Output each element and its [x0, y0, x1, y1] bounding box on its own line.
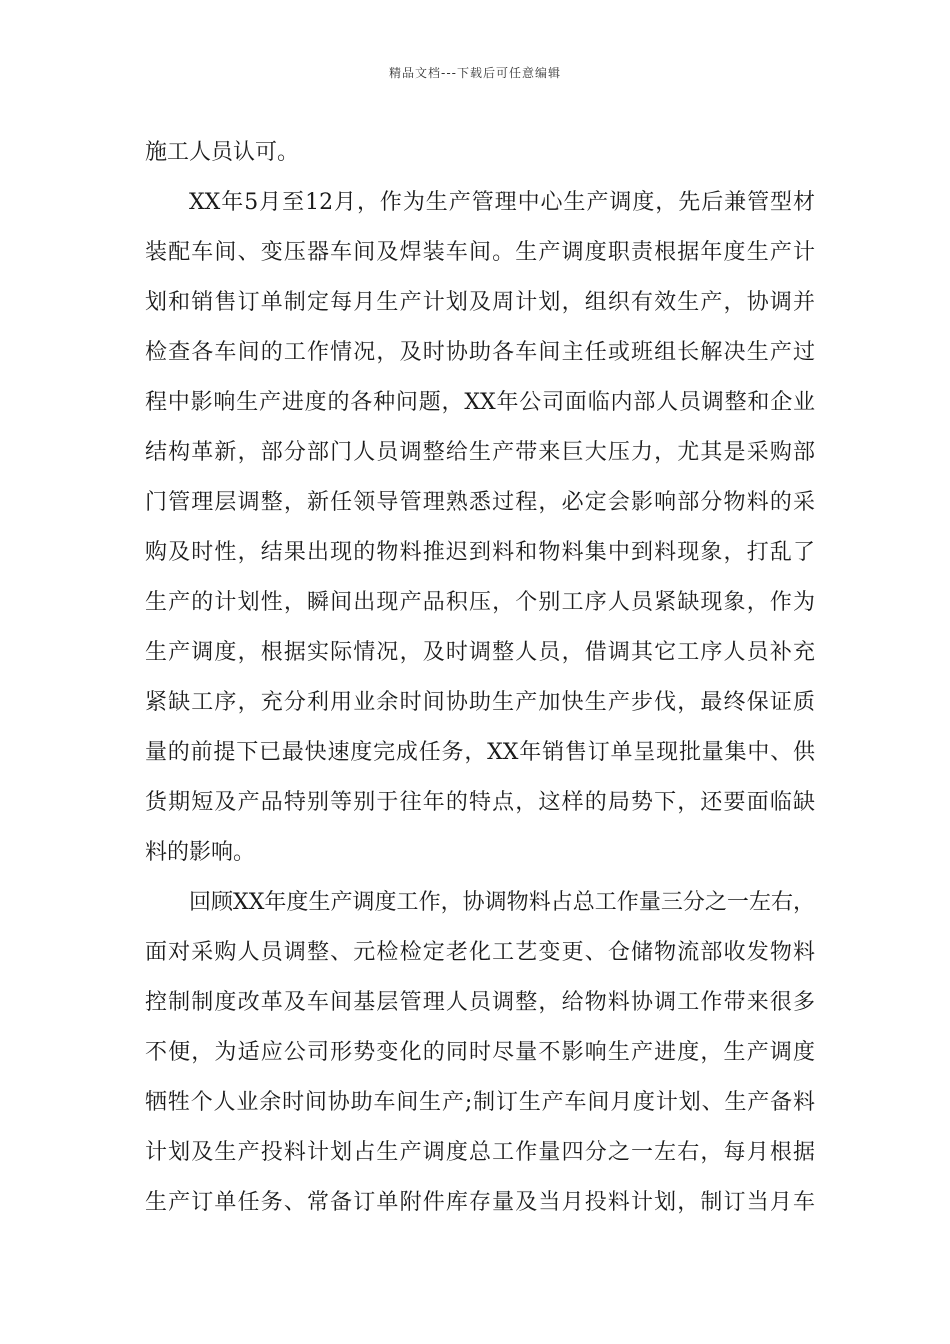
text-line: 生产调度，根据实际情况，及时调整人员，借调其它工序人员补充 [145, 640, 815, 665]
text-line: 料的影响。 [145, 840, 256, 865]
text-line: 生产的计划性，瞬间出现产品积压，个别工序人员紧缺现象，作为 [145, 590, 815, 615]
text-line: 门管理层调整，新任领导管理熟悉过程，必定会影响部分物料的采 [145, 490, 815, 515]
text-line: 货期短及产品特别等别于往年的特点，这样的局势下，还要面临缺 [145, 790, 815, 815]
text-line: 牺牲个人业余时间协助车间生产;制订生产车间月度计划、生产备料 [145, 1090, 815, 1115]
text-line: 紧缺工序，充分利用业余时间协助生产加快生产步伐，最终保证质 [145, 690, 815, 715]
text-line: 装配车间、变压器车间及焊装车间。生产调度职责根据年度生产计 [145, 240, 815, 265]
paragraph [145, 128, 815, 178]
text-line: 控制制度改革及车间基层管理人员调整，给物料协调工作带来很多 [145, 990, 815, 1015]
text-line: 面对采购人员调整、元检检定老化工艺变更、仓储物流部收发物料 [145, 940, 815, 965]
text-line: 计划及生产投料计划占生产调度总工作量四分之一左右，每月根据 [145, 1140, 815, 1165]
paragraph [145, 178, 815, 878]
paragraph [145, 878, 815, 1228]
document-body [145, 128, 815, 1228]
text-line: 回顾XX年度生产调度工作，协调物料占总工作量三分之一左右， [189, 890, 815, 915]
text-line: 生产订单任务、常备订单附件库存量及当月投料计划，制订当月车 [145, 1190, 815, 1215]
text-line: 检查各车间的工作情况，及时协助各车间主任或班组长解决生产过 [145, 340, 815, 365]
text-line: 量的前提下已最快速度完成任务，XX年销售订单呈现批量集中、供 [145, 740, 815, 765]
text-line: 划和销售订单制定每月生产计划及周计划，组织有效生产，协调并 [145, 290, 815, 315]
text-line: 施工人员认可。 [145, 140, 300, 165]
page-header: 精品文档---下载后可任意编辑 [389, 66, 561, 80]
text-line: 结构革新，部分部门人员调整给生产带来巨大压力，尤其是采购部 [145, 440, 815, 465]
text-line: XX年5月至12月，作为生产管理中心生产调度，先后兼管型材 [189, 190, 815, 215]
text-line: 购及时性，结果出现的物料推迟到料和物料集中到料现象，打乱了 [145, 540, 815, 565]
text-line: 程中影响生产进度的各种问题，XX年公司面临内部人员调整和企业 [145, 390, 815, 415]
text-line: 不便，为适应公司形势变化的同时尽量不影响生产进度，生产调度 [145, 1040, 815, 1065]
